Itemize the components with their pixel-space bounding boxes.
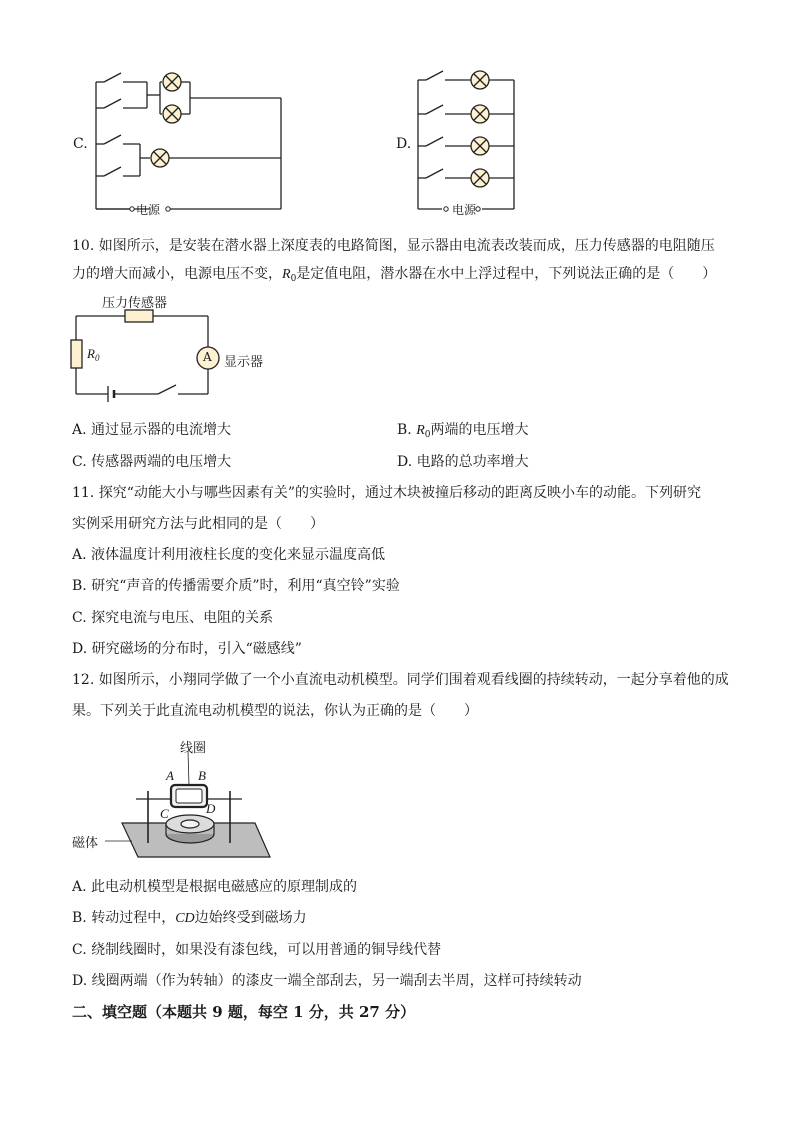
q10-option-b[interactable]: B. $R_0$两端的电压增大 [397,422,529,440]
power-source-label-d: 电源 [452,203,477,217]
q12-option-b[interactable]: B. 转动过程中，CD边始终受到磁场力 [72,910,307,926]
q10-option-a[interactable]: A. 通过显示器的电流增大 [72,422,232,438]
q12-stem-line1: 12. 如图所示，小翔同学做了一个小直流电动机模型。同学们围着观看线圈的持续转动，一起分享着他的成 [72,672,729,688]
magnet-label: 磁体 [72,836,99,851]
q11-stem-line1: 11. 探究“动能大小与哪些因素有关”的实验时，通过木块被撞后移动的距离反映小车的动能。下列研究 [72,485,702,501]
q9-option-c-label: C. [73,136,88,152]
q12-option-c[interactable]: C. 绕制线圈时，如果没有漆包线，可以用普通的铜导线代替 [72,942,442,958]
q10-stem-line2: 力的增大而减小，电源电压不变，$R_0$是定值电阻，潜水器在水中上浮过程中，下列说法正确的是（ ） [72,266,717,284]
q12-option-a[interactable]: A. 此电动机模型是根据电磁感应的原理制成的 [72,879,358,895]
q10-option-c[interactable]: C. 传感器两端的电压增大 [72,454,232,470]
q11-option-c[interactable]: C. 探究电流与电压、电阻的关系 [72,610,274,626]
pressure-sensor-label: 压力传感器 [102,296,168,311]
coil-point-b: B [198,768,206,783]
circuit-diagram-c [90,68,290,218]
coil-point-a: A [166,768,174,783]
q12-option-d[interactable]: D. 线圈两端（作为转轴）的漆皮一端全部刮去，另一端刮去半周，这样可持续转动 [72,973,582,989]
display-label: 显示器 [224,355,264,370]
dc-motor-model-figure [70,745,270,865]
q10-option-d[interactable]: D. 电路的总功率增大 [397,454,529,470]
section-2-heading: 二、填空题（本题共 9 题，每空 1 分，共 27 分） [72,1003,416,1021]
power-source-label-c: 电源 [136,203,161,217]
q11-stem-line2: 实例采用研究方法与此相同的是（ ） [72,516,324,532]
q10-stem-line1: 10. 如图所示，是安装在潜水器上深度表的电路简图，显示器由电流表改装而成，压力传感器的电阻随压 [72,238,715,254]
q11-option-a[interactable]: A. 液体温度计利用液柱长度的变化来显示温度高低 [72,547,386,563]
q12-stem-line2: 果。下列关于此直流电动机模型的说法，你认为正确的是（ ） [72,703,478,719]
ammeter-symbol: A [203,350,212,364]
q11-option-b[interactable]: B. 研究“声音的传播需要介质”时，利用“真空铃”实验 [72,578,400,594]
coil-point-c: C [160,806,169,821]
q9-option-d-label: D. [396,136,412,152]
coil-label: 线圈 [180,741,207,756]
resistor-r0-label: $R_0$ [87,346,100,363]
q11-option-d[interactable]: D. 研究磁场的分布时，引入“磁感线” [72,641,302,657]
coil-point-d: D [206,801,216,816]
circuit-diagram-d [412,68,522,218]
